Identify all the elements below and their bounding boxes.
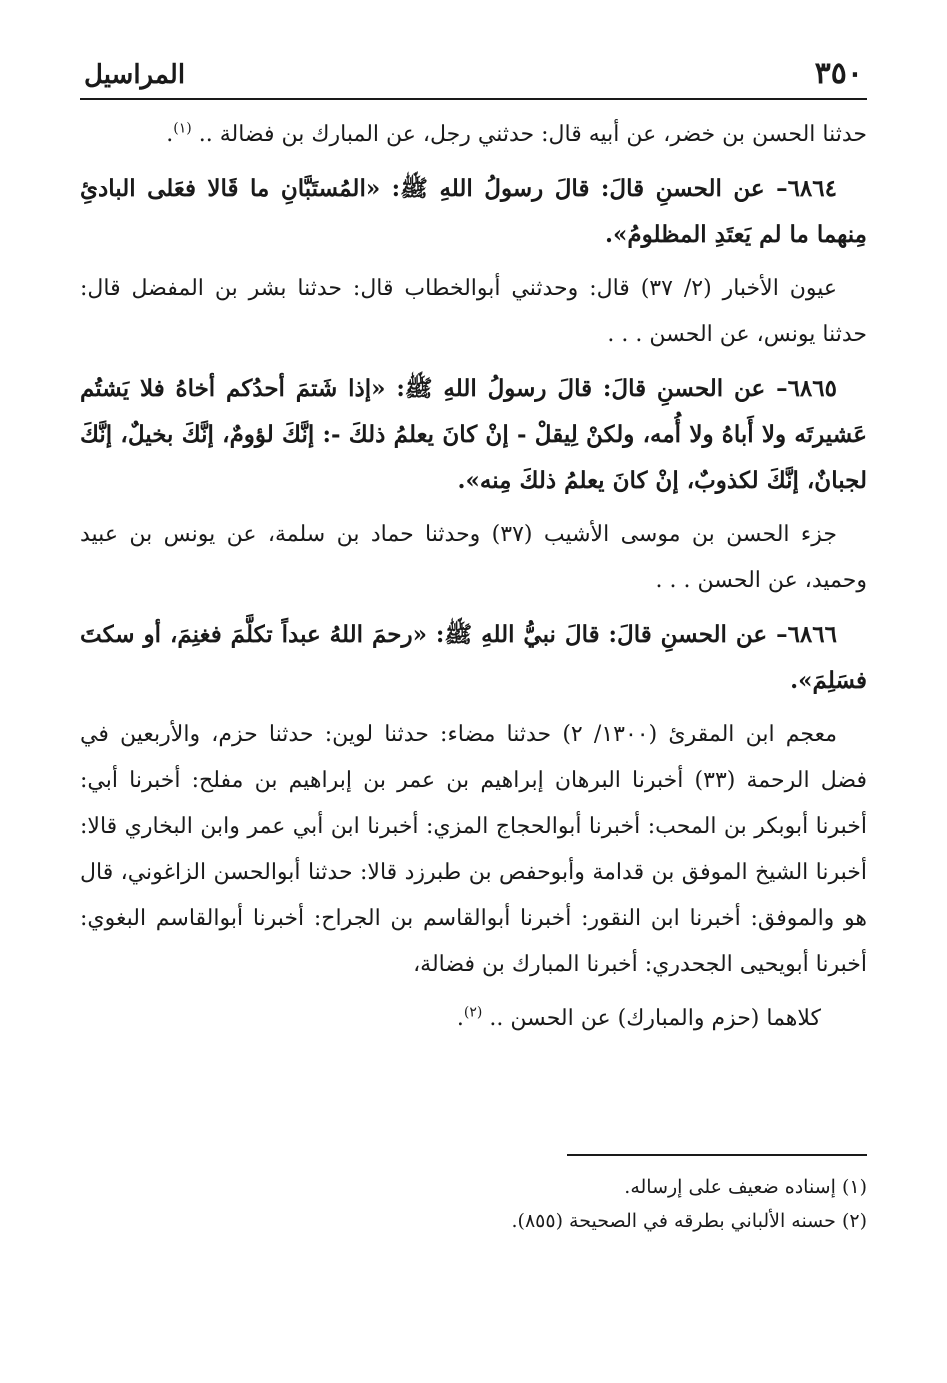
running-header [80, 52, 867, 100]
footnote-divider [567, 1154, 867, 1156]
isnad-paragraph-3 [80, 512, 867, 604]
hadith-text: عن الحسنِ قالَ: قالَ رسولُ اللهِ ﷺ: «إذا شَتمَ أحدُكم أخاهُ فلا يَشتُم عَشيرتَه ولا أَباهُ ولا أُمه، ولكنْ لِيقلْ - إنْ كانَ يعلمُ ذلكَ -: إنَّكَ لؤومٌ، إنَّكَ بخيلٌ، إنَّكَ لجبانٌ، إنَّكَ لكذوبٌ، إنْ كانَ يعلمُ ذلكَ مِنه». [80, 375, 867, 494]
hadith-number: ٦٨٦٤– [764, 175, 837, 202]
running-title: المراسيل [84, 60, 186, 90]
paragraph-end: . [456, 1006, 464, 1031]
footnote-text: حسنه الألباني بطرقه في الصحيحة (٨٥٥). [511, 1210, 836, 1232]
hadith-6865 [80, 366, 867, 504]
paragraph-text: كلاهما (حزم والمبارك) عن الحسن .. [489, 1006, 821, 1031]
hadith-6866 [80, 612, 867, 704]
isnad-paragraph-4 [80, 712, 867, 988]
footnote-marker: (٢) [841, 1210, 867, 1232]
paragraph-text: حدثنا الحسن بن خضر، عن أبيه قال: حدثني رجل، عن المبارك بن فضالة .. [198, 122, 867, 147]
paragraph-text: معجم ابن المقرئ (١٣٠٠/ ٢) حدثنا مضاء: حدثنا لوين: حدثنا حزم، والأربعين في فضل الرحمة (٣٣) أخبرنا البرهان إبراهيم بن عمر بن إبراهيم بن مفلح: أخبرنا أبي: أخبرنا أبوبكر بن المحب: أخبرنا أبوالحجاج المزي: أخبرنا ابن أبي عمر وابن البخاري قالا: أخبرنا الشيخ الموفق بن قدامة وأبوحفص بن طبرزد قالا: حدثنا أبوالحسن الزاغوني، قال هو والموفق: أخبرنا ابن النقور: أخبرنا أبوالقاسم بن الجراح: أخبرنا أبوالقاسم البغوي: أخبرنا أبويحيى الجحدري: أخبرنا المبارك بن فضالة، [80, 722, 867, 977]
hadith-number: ٦٨٦٥– [765, 375, 837, 402]
footnote-ref-1[interactable]: (١) [173, 120, 192, 137]
hadith-text: عن الحسنِ قالَ: قالَ رسولُ اللهِ ﷺ: «المُستَبَّانِ ما قَالا فعَلى البادئِ مِنهما ما لم يَعتَدِ المظلومُ». [80, 175, 867, 248]
hadith-text: عن الحسنِ قالَ: قالَ نبيُّ اللهِ ﷺ: «رحمَ اللهُ عبداً تكلَّمَ فغنِمَ، أو سكتَ فسَلِمَ». [80, 621, 867, 694]
hadith-number: ٦٨٦٦– [767, 621, 837, 648]
paragraph-text: عيون الأخبار (٢/ ٣٧) قال: وحدثني أبوالخطاب قال: حدثنا بشر بن المفضل قال: حدثنا يونس، عن الحسن . . . [80, 276, 867, 347]
page-number: ٣٥٠ [814, 56, 863, 91]
footnote-2 [80, 1204, 867, 1238]
footnote-marker: (١) [841, 1176, 867, 1198]
main-text [80, 112, 867, 1050]
paragraph-text: جزء الحسن بن موسى الأشيب (٣٧) وحدثنا حماد بن سلمة، عن يونس بن عبيد وحميد، عن الحسن . . . [80, 522, 867, 593]
isnad-paragraph-5 [80, 996, 867, 1042]
hadith-6864 [80, 166, 867, 258]
isnad-paragraph-1 [80, 112, 867, 158]
footnotes [80, 1170, 867, 1238]
footnote-text: إسناده ضعيف على إرساله. [624, 1176, 836, 1198]
paragraph-end: . [166, 122, 174, 147]
isnad-paragraph-2 [80, 266, 867, 358]
footnote-1 [80, 1170, 867, 1204]
footnote-ref-2[interactable]: (٢) [463, 1004, 483, 1021]
